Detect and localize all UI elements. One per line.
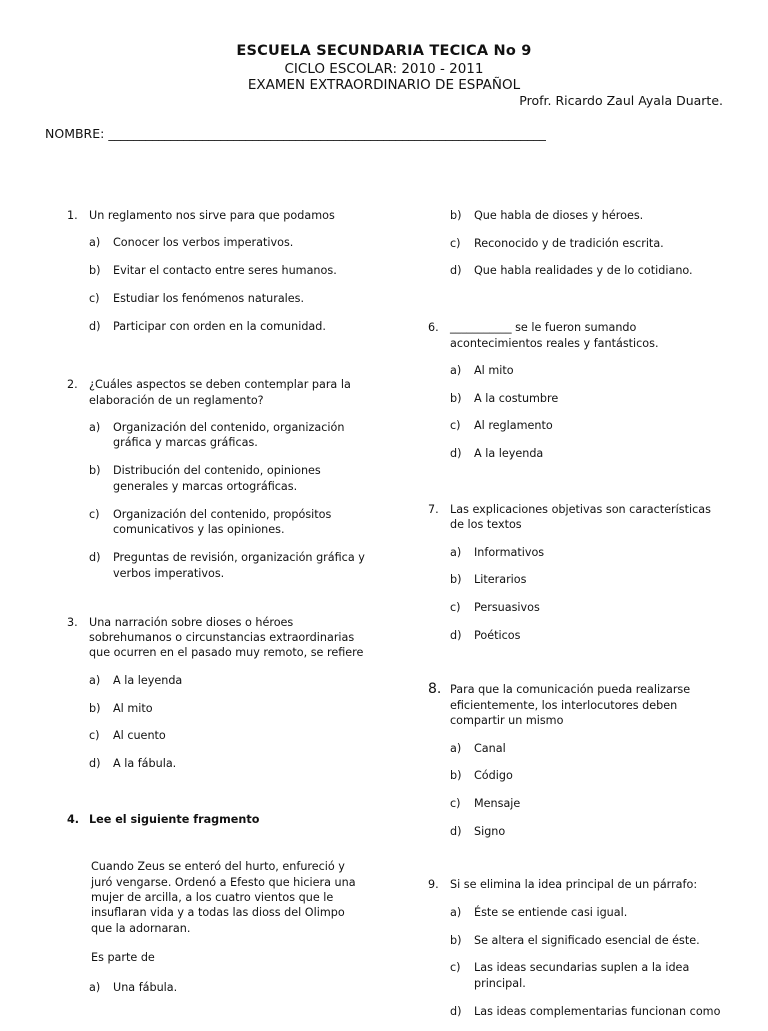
option-letter: a) [89, 673, 101, 687]
option-c [89, 728, 367, 743]
question-number: 6. [428, 321, 439, 335]
option-a [450, 545, 728, 560]
option-text: Éste se entiende casi igual. [474, 905, 628, 919]
question-text: Para que la comunicación pueda realizarse eficientemente, los interlocutores deben compartir un mismo [450, 683, 691, 728]
question-number: 9. [428, 878, 439, 892]
option-text: Persuasivos [474, 600, 540, 614]
option-a [89, 673, 367, 688]
option-b [450, 933, 728, 948]
question-prompt: Es parte de [91, 951, 155, 965]
option-text: Canal [474, 741, 506, 755]
option-letter: d) [89, 756, 101, 770]
option-d [450, 1004, 728, 1019]
option-text: Conocer los verbos imperativos. [113, 236, 294, 250]
option-text: A la costumbre [474, 391, 559, 405]
question-text: Lee el siguiente fragmento [89, 812, 260, 826]
option-text: Código [474, 769, 513, 783]
option-text: Reconocido y de tradición escrita. [474, 236, 664, 250]
option-letter: c) [450, 236, 461, 250]
option-a [89, 235, 367, 250]
option-text: Signo [474, 824, 506, 838]
option-text: A la leyenda [113, 673, 183, 687]
exam-title: EXAMEN EXTRAORDINARIO DE ESPAÑOL [247, 77, 521, 93]
option-a [89, 980, 367, 995]
question-number: 7. [428, 502, 439, 516]
question-text: ¿Cuáles aspectos se deben contemplar para la elaboración de un reglamento? [89, 378, 351, 407]
option-b [450, 391, 728, 406]
option-letter: d) [450, 1004, 462, 1018]
question-number: 8. [428, 681, 442, 698]
option-text: Una fábula. [113, 980, 178, 994]
option-b [89, 463, 367, 494]
option-letter: b) [450, 209, 462, 222]
question-text: Las explicaciones objetivas son características de los textos [450, 502, 711, 532]
option-text: Las ideas secundarias suplen a la idea principal. [474, 961, 690, 990]
option-letter: d) [450, 264, 462, 278]
question-text: Una narración sobre dioses o héroes sobrehumanos o circunstancias extraordinarias que ocurren en el pasado muy remoto, se refiere [89, 615, 364, 660]
option-d [450, 263, 728, 278]
option-letter: a) [450, 363, 462, 377]
question-text: ___________ se le fueron sumando acontecimientos reales y fantásticos. [450, 321, 659, 350]
option-text: A la fábula. [113, 756, 177, 770]
option-c [450, 600, 728, 615]
option-text: Que habla de dioses y héroes. [474, 209, 644, 222]
school-name: ESCUELA SECUNDARIA TECICA No 9 [236, 43, 532, 59]
option-d [89, 756, 367, 771]
name-blank-line: ______________________________________________________________________ [108, 126, 546, 141]
option-text: Estudiar los fenómenos naturales. [113, 291, 305, 305]
option-text: Organización del contenido, organización gráfica y marcas gráficas. [113, 421, 345, 450]
option-letter: a) [89, 980, 101, 994]
question-8 [428, 682, 728, 839]
option-text: Poéticos [474, 628, 521, 642]
option-text: Al cuento [113, 729, 166, 743]
option-text: Literarios [474, 573, 527, 587]
question-3 [67, 615, 367, 772]
option-letter: b) [89, 264, 101, 278]
option-text: Organización del contenido, propósitos comunicativos y las opiniones. [113, 507, 332, 537]
option-letter: c) [89, 507, 100, 521]
question-number: 1. [67, 209, 78, 222]
option-text: Al mito [113, 701, 153, 715]
option-text: Informativos [474, 545, 545, 559]
question-9 [428, 877, 728, 1019]
right-column [428, 208, 728, 1031]
option-letter: d) [89, 551, 101, 565]
option-c [450, 796, 728, 811]
question-6 [428, 320, 728, 461]
option-a [450, 363, 728, 378]
option-letter: b) [89, 464, 101, 478]
question-4 [67, 812, 367, 995]
option-text: Participar con orden en la comunidad. [113, 319, 326, 333]
option-a [450, 905, 728, 920]
question-2 [67, 377, 367, 581]
question-1 [67, 208, 367, 334]
question-4-continued [428, 208, 728, 279]
option-c [450, 418, 728, 433]
option-text: Las ideas complementarias funcionan como [474, 1004, 721, 1018]
option-text: Que habla realidades y de lo cotidiano. [474, 264, 693, 278]
option-letter: d) [450, 824, 462, 838]
option-letter: c) [89, 729, 100, 743]
option-letter: c) [450, 796, 461, 810]
option-letter: b) [89, 701, 101, 715]
option-d [450, 824, 728, 839]
option-a [450, 741, 728, 756]
question-7 [428, 502, 728, 643]
option-c [89, 291, 367, 306]
option-b [450, 572, 728, 587]
passage-text: Cuando Zeus se enteró del hurto, enfureció y juró vengarse. Ordenó a Efesto que hiciera una mujer de arcilla, a los cuatro vientos que le insuflaran vida y a todas las dioss del Olimpo que la adornaran. [91, 860, 356, 935]
option-letter: b) [450, 573, 462, 587]
option-text: Evitar el contacto entre seres humanos. [113, 264, 337, 278]
option-letter: b) [450, 933, 462, 947]
question-number: 4. [67, 812, 80, 826]
left-column [67, 208, 367, 1007]
option-letter: b) [450, 391, 462, 405]
option-letter: c) [450, 419, 461, 433]
option-letter: c) [450, 600, 461, 614]
option-d [89, 550, 367, 581]
option-b [89, 701, 367, 716]
option-letter: c) [450, 961, 461, 975]
option-letter: a) [450, 905, 462, 919]
option-c [450, 960, 728, 991]
option-letter: d) [450, 628, 462, 642]
option-text: Distribución del contenido, opiniones generales y marcas ortográficas. [113, 464, 321, 493]
name-label: NOMBRE: [45, 126, 105, 141]
option-letter: c) [89, 291, 100, 305]
option-c [450, 236, 728, 251]
option-letter: d) [450, 447, 462, 461]
option-c [89, 507, 367, 538]
option-b [450, 208, 728, 223]
option-text: Preguntas de revisión, organización gráfica y verbos imperativos. [113, 551, 365, 580]
option-d [450, 446, 728, 461]
option-letter: a) [89, 421, 101, 435]
option-b [89, 263, 367, 278]
name-field [45, 126, 546, 142]
question-number: 2. [67, 378, 78, 392]
option-letter: d) [89, 319, 101, 333]
option-letter: a) [89, 236, 101, 250]
option-letter: b) [450, 769, 462, 783]
option-text: A la leyenda [474, 447, 544, 461]
option-text: Mensaje [474, 796, 521, 810]
option-letter: a) [450, 545, 462, 559]
question-text: Si se elimina la idea principal de un párrafo: [450, 878, 698, 892]
option-text: Se altera el significado esencial de éste. [474, 933, 700, 947]
option-d [89, 319, 367, 334]
option-letter: a) [450, 741, 462, 755]
option-text: Al reglamento [474, 419, 553, 433]
teacher-name: Profr. Ricardo Zaul Ayala Duarte. [519, 93, 723, 108]
option-a [89, 420, 367, 451]
question-text: Un reglamento nos sirve para que podamos [89, 209, 335, 222]
question-number: 3. [67, 615, 78, 629]
school-cycle: CICLO ESCOLAR: 2010 - 2011 [284, 61, 484, 77]
option-d [450, 628, 728, 643]
reading-passage [91, 859, 366, 936]
option-text: Al mito [474, 363, 514, 377]
option-b [450, 768, 728, 783]
